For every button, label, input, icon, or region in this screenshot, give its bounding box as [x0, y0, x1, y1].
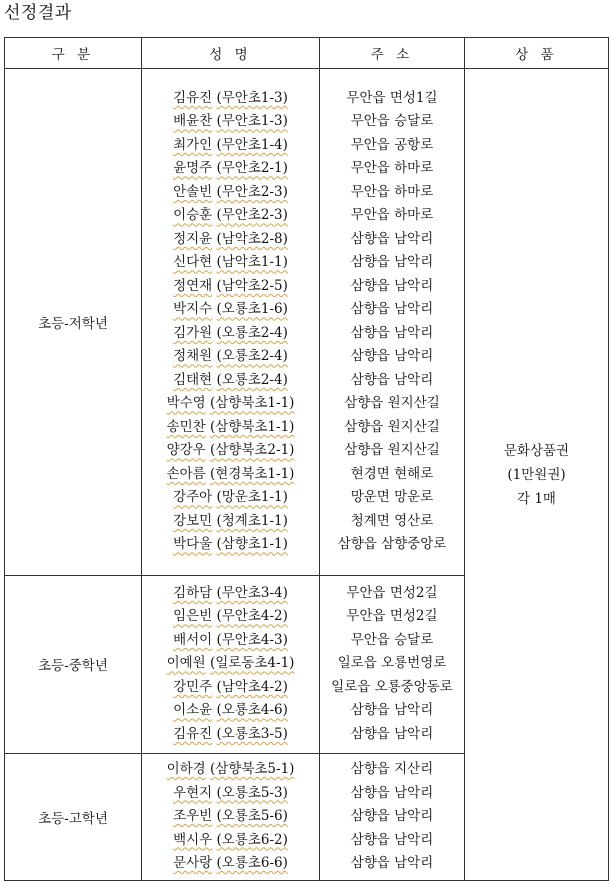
winner-address: 삼향읍 남악리 [350, 855, 434, 872]
winner-school: (무안초1-4) [216, 136, 288, 153]
winner-school: (망운초1-1) [216, 489, 288, 506]
winner-entry [142, 251, 319, 275]
winner-name: 박수영 [166, 395, 206, 412]
winner-school: (남악초4-2) [216, 678, 288, 695]
winner-name: 강민주 [173, 678, 213, 695]
winner-entry [142, 805, 319, 829]
winner-address: 삼향읍 원지산길 [344, 395, 440, 412]
winner-entry [142, 87, 319, 111]
winner-entry [142, 439, 319, 463]
winner-school: (삼향북초5-1) [209, 761, 295, 778]
winner-address: 삼향읍 남악리 [350, 348, 434, 365]
winner-name: 정채원 [173, 348, 213, 365]
winner-school: (무안초1-3) [216, 113, 288, 130]
winner-address: 삼향읍 남악리 [350, 808, 434, 825]
winner-name: 정지윤 [173, 230, 213, 247]
winner-entry [142, 533, 319, 557]
winner-address: 무안읍 승달로 [350, 113, 434, 130]
winner-address: 삼향읍 남악리 [350, 784, 434, 801]
winner-school: (삼향초1-1) [216, 536, 288, 553]
winner-address: 청계면 영산로 [350, 512, 434, 529]
addresses-cell [320, 575, 465, 753]
winner-entry [142, 416, 319, 440]
winner-entry [142, 110, 319, 134]
winner-name: 손아름 [166, 465, 206, 482]
winner-name: 안솔빈 [173, 183, 213, 200]
winner-address: 삼향읍 남악리 [350, 831, 434, 848]
winner-entry [142, 758, 319, 782]
winner-address: 무안읍 면성1길 [346, 89, 438, 106]
winner-entry [142, 486, 319, 510]
winner-school: (오룡초6-2) [216, 831, 288, 848]
winner-name: 배서이 [173, 631, 213, 648]
winner-name: 강주아 [173, 489, 213, 506]
winner-name: 최가인 [173, 136, 213, 153]
winner-school: (남악초1-1) [216, 254, 288, 271]
names-cell [142, 753, 320, 880]
winner-entry [142, 629, 319, 653]
header-row [5, 38, 609, 69]
winner-address: 삼향읍 원지산길 [344, 442, 440, 459]
winner-school: (무안초4-2) [216, 608, 288, 625]
winner-name: 신다현 [173, 254, 213, 271]
winner-school: (삼향북초2-1) [209, 442, 295, 459]
winner-entry [142, 134, 319, 158]
winner-address: 삼향읍 남악리 [350, 371, 434, 388]
winner-address: 무안읍 승달로 [350, 631, 434, 648]
winner-school: (무안초2-1) [216, 160, 288, 177]
winner-entry [142, 157, 319, 181]
winner-school: (오룡초3-5) [216, 725, 288, 742]
winner-entry [142, 204, 319, 228]
winner-school: (무안초1-3) [216, 89, 288, 106]
winner-entry [142, 392, 319, 416]
winner-school: (무안초2-3) [216, 207, 288, 224]
winner-name: 김하담 [173, 584, 213, 601]
winner-address: 삼향읍 삼향중앙로 [337, 536, 447, 553]
winner-entry [142, 463, 319, 487]
winner-address: 무안읍 하마로 [350, 183, 434, 200]
winner-entry [142, 298, 319, 322]
names-cell [142, 69, 320, 576]
winner-school: (무안초2-3) [216, 183, 288, 200]
group-label: 초등-저학년 [5, 69, 142, 576]
results-table [4, 37, 609, 881]
winner-entry [142, 181, 319, 205]
winner-name: 우현지 [173, 784, 213, 801]
winner-school: (오룡초5-3) [216, 784, 288, 801]
winner-address: 현경면 현해로 [350, 465, 434, 482]
results-body [5, 69, 609, 881]
winner-entry [142, 510, 319, 534]
group-label: 초등-중학년 [5, 575, 142, 753]
addresses-cell [320, 69, 465, 576]
winner-name: 이예원 [166, 655, 206, 672]
winner-entry [142, 605, 319, 629]
winner-entry [142, 852, 319, 876]
winner-school: (삼향북초1-1) [209, 418, 295, 435]
winner-address: 망운면 망운로 [350, 489, 434, 506]
winner-entry [142, 699, 319, 723]
winner-address: 삼향읍 남악리 [350, 230, 434, 247]
winner-name: 이승훈 [173, 207, 213, 224]
header-name: 성 명 [142, 38, 320, 69]
winner-name: 이소윤 [173, 702, 213, 719]
winner-name: 배윤찬 [173, 113, 213, 130]
winner-address: 삼향읍 원지산길 [344, 418, 440, 435]
winner-entry [142, 782, 319, 806]
winner-entry [142, 369, 319, 393]
winner-address: 삼향읍 남악리 [350, 324, 434, 341]
winner-name: 김유진 [173, 89, 213, 106]
winner-name: 조우빈 [173, 808, 213, 825]
winner-name: 김태현 [173, 371, 213, 388]
winner-entry [142, 275, 319, 299]
winner-school: (남악초2-5) [216, 277, 288, 294]
group-label: 초등-고학년 [5, 753, 142, 880]
winner-address: 삼향읍 남악리 [350, 277, 434, 294]
winner-entry [142, 228, 319, 252]
prize-line: 각 1매 [517, 490, 556, 507]
winner-school: (청계초1-1) [216, 512, 288, 529]
winner-address: 삼향읍 지산리 [350, 761, 434, 778]
names-cell [142, 575, 320, 753]
winner-school: (현경북초1-1) [209, 465, 295, 482]
winner-address: 삼향읍 남악리 [350, 725, 434, 742]
winner-name: 정연재 [173, 277, 213, 294]
winner-name: 김유진 [173, 725, 213, 742]
winner-name: 윤명주 [173, 160, 213, 177]
winner-name: 강보민 [173, 512, 213, 529]
winner-name: 문사랑 [173, 855, 213, 872]
winner-school: (오룡초2-4) [216, 348, 288, 365]
header-category: 구 분 [5, 38, 142, 69]
winner-entry [142, 345, 319, 369]
winner-address: 일로읍 오룡중앙동로 [331, 678, 453, 695]
winner-name: 백시우 [173, 831, 213, 848]
winner-school: (오룡초6-6) [216, 855, 288, 872]
winner-address: 삼향읍 남악리 [350, 702, 434, 719]
winner-address: 무안읍 면성2길 [346, 608, 438, 625]
winner-name: 박다울 [173, 536, 213, 553]
winner-address: 삼향읍 남악리 [350, 254, 434, 271]
winner-address: 무안읍 면성2길 [346, 584, 438, 601]
winner-entry [142, 322, 319, 346]
prize-cell [465, 69, 609, 881]
winner-entry [142, 582, 319, 606]
winner-school: (삼향북초1-1) [209, 395, 295, 412]
winner-school: (일로동초4-1) [209, 655, 295, 672]
winner-address: 무안읍 하마로 [350, 207, 434, 224]
winner-entry [142, 652, 319, 676]
winner-name: 임은빈 [173, 608, 213, 625]
winner-school: (오룡초1-6) [216, 301, 288, 318]
winner-entry [142, 676, 319, 700]
header-address: 주 소 [320, 38, 465, 69]
winner-school: (오룡초2-4) [216, 371, 288, 388]
winner-school: (오룡초2-4) [216, 324, 288, 341]
winner-name: 양강우 [166, 442, 206, 459]
winner-address: 일로읍 오룡번영로 [337, 655, 447, 672]
winner-school: (무안초4-3) [216, 631, 288, 648]
winner-name: 이하경 [166, 761, 206, 778]
winner-address: 무안읍 공항로 [350, 136, 434, 153]
winner-name: 송민찬 [166, 418, 206, 435]
winner-school: (오룡초5-6) [216, 808, 288, 825]
winner-school: (무안초3-4) [216, 584, 288, 601]
winner-entry [142, 829, 319, 853]
group-row [5, 69, 609, 576]
winner-entry [142, 723, 319, 747]
addresses-cell [320, 753, 465, 880]
winner-school: (오룡초4-6) [216, 702, 288, 719]
winner-name: 박지수 [173, 301, 213, 318]
winner-address: 무안읍 하마로 [350, 160, 434, 177]
page-title: 선정결과 [4, 3, 72, 23]
winner-address: 삼향읍 남악리 [350, 301, 434, 318]
winner-school: (남악초2-8) [216, 230, 288, 247]
prize-line: 문화상품권 [503, 442, 570, 459]
prize-line: (1만원권) [507, 466, 566, 483]
header-prize: 상 품 [465, 38, 609, 69]
winner-name: 김가원 [173, 324, 213, 341]
